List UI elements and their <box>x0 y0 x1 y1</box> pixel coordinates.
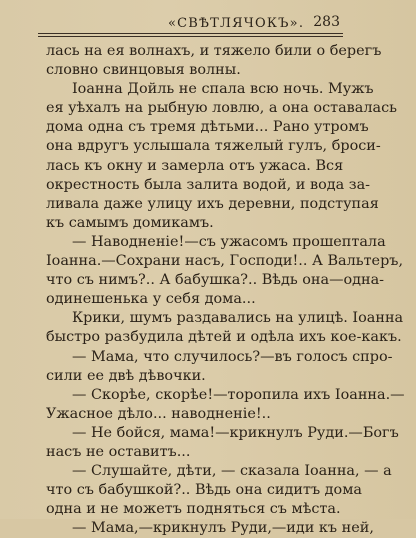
text-line: быстро разбудила дѣтей и одѣла ихъ кое-какъ. <box>46 329 402 346</box>
header-rule <box>38 33 343 37</box>
text-line: — Мама,—крикнулъ Руди,—иди къ ней, <box>72 520 374 537</box>
text-line: лась къ окну и замерла отъ ужаса. Вся <box>46 157 344 174</box>
body-text <box>46 42 405 538</box>
text-line: насъ не оставитъ... <box>46 443 191 460</box>
text-line: одна и не можетъ подняться съ мѣста. <box>46 501 341 518</box>
text-line: Ужасное дѣло... наводненіе!.. <box>46 405 271 422</box>
text-line: Іоанна.—Сохрани насъ, Господи!.. А Вальтеръ, <box>46 253 404 270</box>
text-line: лась на ея волнахъ, и тяжело били о берегъ <box>46 43 382 59</box>
text-line: — Слушайте, дѣти, — сказала Іоанна, — а <box>72 463 392 480</box>
text-line: — Наводненіе!—съ ужасомъ прошептала <box>72 233 386 250</box>
text-line: словно свинцовыя волны. <box>46 62 241 79</box>
text-line: — Не бойся, мама!—крикнулъ Руди.—Богъ <box>72 424 399 441</box>
text-line: ливала даже улицу ихъ деревни, подступая <box>46 195 379 212</box>
text-line: Іоанна Дойль не спала всю ночь. Мужъ <box>72 81 374 98</box>
text-line: дома одна съ тремя дѣтьми... Рано утромъ <box>46 119 369 136</box>
text-line: одинешенька у себя дома... <box>46 291 256 308</box>
text-line: что съ нимъ?.. А бабушка?.. Вѣдь она—одна- <box>46 272 385 289</box>
text-line: сили ее двѣ дѣвочки. <box>46 367 206 384</box>
text-line: — Мама, что случилось?—въ голосъ спро- <box>72 348 393 365</box>
text-line: что съ бабушкой?.. Вѣдь она сидитъ дома <box>46 482 362 499</box>
text-line: Крики, шумъ раздавались на улицѣ. Іоанна <box>72 310 404 327</box>
running-title: «СВѢТЛЯЧОКЪ». <box>168 16 305 31</box>
text-line: окрестность была залита водой, и вода за- <box>46 176 371 193</box>
page-number: 283 <box>313 14 340 30</box>
text-line: — Скорѣе, скорѣе!—торопила ихъ Іоанна.— <box>72 386 405 403</box>
text-line: она вдругъ услышала тяжелый гулъ, броси- <box>46 138 381 155</box>
page-header <box>0 6 416 36</box>
text-line: къ самымъ домикамъ. <box>46 214 214 231</box>
text-line: ея уѣхалъ на рыбную ловлю, а она оставалась <box>46 100 397 117</box>
